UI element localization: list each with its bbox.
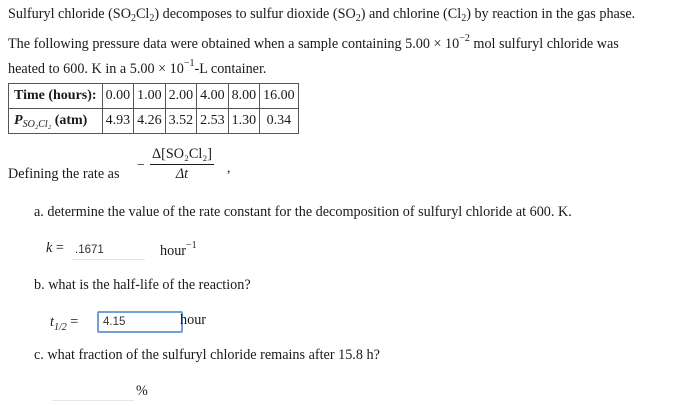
rate-definition-label: Defining the rate as: [8, 166, 120, 182]
pressure-row-label: $P_{SO_2Cl_2}$ (atm): [9, 109, 103, 134]
fraction-unit: %: [136, 383, 148, 399]
rate-comma: ,: [227, 161, 231, 176]
half-life-answer-field[interactable]: 4.15: [97, 311, 183, 333]
question-c: c. what fraction of the sulfuryl chloride remains after 15.8 h?: [34, 347, 380, 363]
time-cell: 16.00: [260, 84, 299, 109]
rate-numerator: Δ[SO₂Cl₂]: [150, 146, 214, 165]
half-life-label: $t_{1/2}$ =: [50, 314, 79, 333]
pressure-row: [9, 109, 299, 134]
time-cell: 2.00: [165, 84, 197, 109]
time-cell: 1.00: [134, 84, 166, 109]
pressure-data-table: [8, 83, 299, 134]
half-life-unit: hour: [180, 312, 207, 328]
k-label: k =: [46, 240, 64, 256]
k-answer-field[interactable]: .1671: [72, 241, 145, 260]
question-b: b. what is the half-life of the reaction?: [34, 277, 251, 293]
fraction-answer-field[interactable]: [52, 384, 134, 401]
rate-minus-sign: −: [137, 158, 145, 173]
intro-line-3: heated to 600. K in a $5.00 \times 10^{-1}-L$ container.: [8, 58, 267, 77]
intro-line-1: Sulfuryl chloride $(SO_2Cl_2)$ decomposes to sulfur dioxide $(SO_2)$ and chlorine $(Cl_2)$ by reaction in the gas phase.: [8, 6, 636, 24]
pressure-cell: 2.53: [197, 109, 229, 134]
k-unit: hour$^{-1}$: [160, 240, 197, 259]
pressure-cell: 4.93: [102, 109, 134, 134]
time-row-label: Time (hours):: [9, 84, 103, 109]
problem-intro: [8, 4, 696, 79]
question-a: a. determine the value of the rate constant for the decomposition of sulfuryl chloride at 600. K.: [34, 204, 572, 220]
time-cell: 4.00: [197, 84, 229, 109]
pressure-cell: 0.34: [260, 109, 299, 134]
rate-denominator: Δt: [175, 166, 189, 182]
time-cell: 8.00: [228, 84, 260, 109]
pressure-cell: 1.30: [228, 109, 260, 134]
intro-line-2: The following pressure data were obtained when a sample containing $5.00 \times 10^{-2}$ mol sulfuryl chloride was: [8, 33, 619, 52]
pressure-cell: 3.52: [165, 109, 197, 134]
rate-fraction: [150, 146, 214, 183]
time-cell: 0.00: [102, 84, 134, 109]
time-row: [9, 84, 299, 109]
pressure-cell: 4.26: [134, 109, 166, 134]
